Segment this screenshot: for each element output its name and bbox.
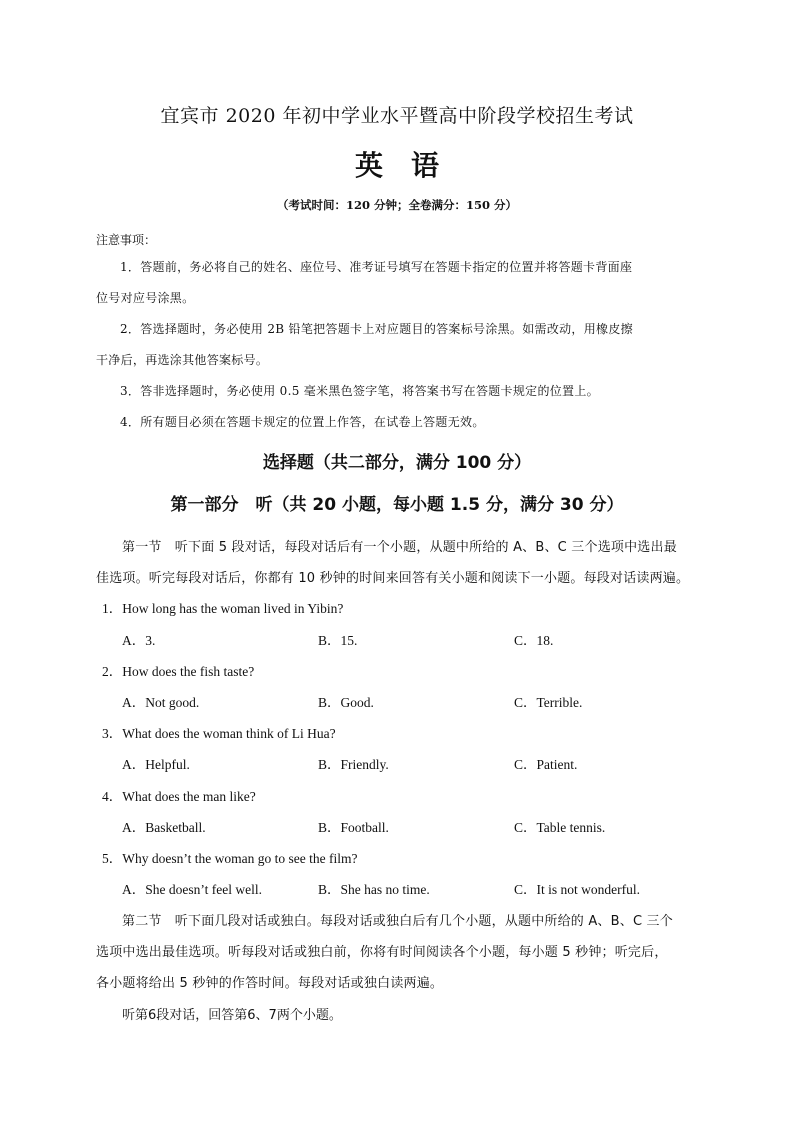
exam-info: （考试时间：120 分钟；全卷满分：150 分）: [276, 198, 517, 212]
question-4-stem: 4．What does the man like?: [102, 789, 256, 804]
question-4-option-b: B．Football.: [318, 820, 389, 835]
question-2-option-a: A．Not good.: [122, 695, 200, 710]
exam-title: 宜宾市 2020 年初中学业水平暨高中阶段学校招生考试: [160, 105, 634, 127]
notice-item-1: [96, 252, 700, 314]
question-5-stem: 5．Why doesn’t the woman go to see the film?: [102, 851, 358, 866]
question-5-option-a: A．She doesn’t feel well.: [122, 882, 262, 897]
notice-item-4-line1: 4．所有题目必须在答题卡规定的位置上作答，在试卷上答题无效。: [120, 415, 485, 429]
section1-instructions: [96, 532, 700, 594]
section1-line1: 第一节 听下面 5 段对话，每段对话后有一个小题，从题中所给的 A、B、C 三个选项中选出最: [122, 540, 677, 555]
notice-item-1-line1: 1．答题前，务必将自己的姓名、座位号、准考证号填写在答题卡指定的位置并将答题卡背面座: [120, 260, 633, 274]
choice-section-title: 选择题（共二部分，满分 100 分）: [262, 453, 532, 473]
question-1-option-a: A．3.: [122, 633, 156, 648]
part1-title: 第一部分 听（共 20 小题，每小题 1.5 分，满分 30 分）: [170, 495, 624, 515]
section2-line1: 第二节 听下面几段对话或独白。每段对话或独白后有几个小题，从题中所给的 A、B、C 三个: [122, 914, 673, 929]
question-1-option-b: B．15.: [318, 633, 358, 648]
question-1-option-c: C．18.: [514, 633, 554, 648]
question-3-option-c: C．Patient.: [514, 757, 578, 772]
notice-item-3: [96, 376, 700, 407]
question-5-option-b: B．She has no time.: [318, 882, 430, 897]
notice-item-4: [96, 407, 700, 438]
section2-line3: 各小题将给出 5 秒钟的作答时间。每段对话或独白读两遍。: [96, 976, 444, 991]
question-5-options: [122, 880, 702, 900]
notice-item-2: [96, 314, 700, 376]
question-2-option-c: C．Terrible.: [514, 695, 583, 710]
question-1-stem: 1．How long has the woman lived in Yibin?: [102, 601, 344, 616]
notice-item-3-line1: 3．答非选择题时，务必使用 0.5 毫米黑色签字笔，将答案书写在答题卡规定的位置上。: [120, 384, 599, 398]
notice-heading: 注意事项：: [96, 233, 157, 247]
question-3-option-b: B．Friendly.: [318, 757, 389, 772]
question-2-stem: 2．How does the fish taste?: [102, 664, 255, 679]
notice-item-2-line1: 2．答选择题时，务必使用 2B 铅笔把答题卡上对应题目的答案标号涂黑。如需改动，用橡皮擦: [120, 322, 633, 336]
question-3-options: [122, 755, 702, 775]
notice-item-1-line2: 位号对应号涂黑。: [96, 291, 195, 305]
question-3-option-a: A．Helpful.: [122, 757, 190, 772]
question-3-stem: 3．What does the woman think of Li Hua?: [102, 726, 336, 741]
question-2-option-b: B．Good.: [318, 695, 374, 710]
question-4-options: [122, 818, 702, 838]
section2-line2: 选项中选出最佳选项。听每段对话或独白前，你将有时间阅读各个小题，每小题 5 秒钟；听完后，: [96, 945, 668, 960]
question-1-options: [122, 631, 702, 651]
question-5-option-c: C．It is not wonderful.: [514, 882, 640, 897]
subject-title: 英语: [354, 149, 467, 182]
question-4-option-c: C．Table tennis.: [514, 820, 606, 835]
notice-item-2-line2: 干净后，再选涂其他答案标号。: [96, 353, 269, 367]
question-2-options: [122, 693, 702, 713]
question-4-option-a: A．Basketball.: [122, 820, 206, 835]
section2-instructions: [96, 906, 700, 999]
section1-line2: 佳选项。听完每段对话后，你都有 10 秒钟的时间来回答有关小题和阅读下一小题。每段对话读两遍。: [96, 571, 690, 586]
dialogue-6-instruction: 听第6段对话，回答第6、7两个小题。: [122, 1008, 342, 1023]
